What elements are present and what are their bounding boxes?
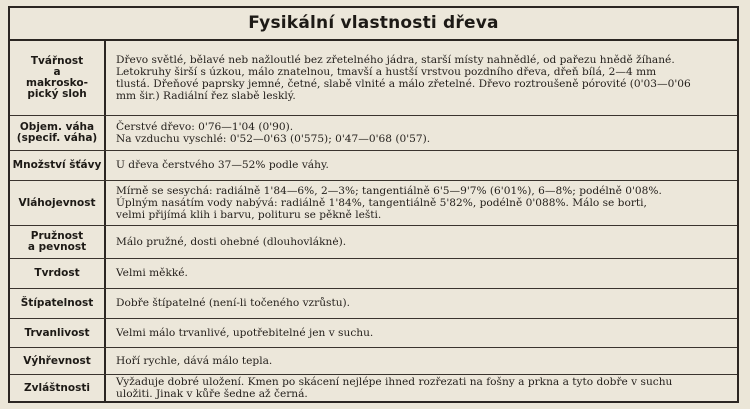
row-value bbox=[116, 289, 729, 318]
row-value bbox=[116, 348, 729, 374]
row-label: Výhřevnost bbox=[10, 348, 106, 374]
table-row bbox=[10, 348, 737, 375]
row-value bbox=[116, 375, 729, 401]
value-line: Velmi málo trvanlivé, upotřebitelné jen v suchu. bbox=[116, 326, 374, 339]
row-value bbox=[116, 41, 729, 115]
row-label: Pružnost a pevnost bbox=[10, 226, 106, 258]
table-row bbox=[10, 289, 737, 319]
value-line: mm šir.) Radiální řez slabě lesklý. bbox=[116, 90, 296, 103]
row-label: Tvářnost a makrosko- pický sloh bbox=[10, 41, 106, 115]
table-row bbox=[10, 41, 737, 116]
value-line: Čerstvé dřevo: 0'76—1'04 (0'90). bbox=[116, 120, 294, 133]
row-value bbox=[116, 226, 729, 258]
table-row bbox=[10, 116, 737, 151]
row-label: Vláhojevnost bbox=[10, 181, 106, 225]
row-label: Štípatelnost bbox=[10, 289, 106, 318]
row-value bbox=[116, 259, 729, 288]
table-title: Fysikální vlastnosti dřeva bbox=[10, 8, 737, 41]
row-label: Množství šťávy bbox=[10, 151, 106, 180]
row-label: Trvanlivost bbox=[10, 319, 106, 347]
wood-properties-table bbox=[8, 6, 739, 403]
value-line: tlustá. Dřeňové paprsky jemné, četné, slabě vlnité a málo zřetelné. Dřevo roztroušeně pórovité (0'03—0'06 bbox=[116, 78, 691, 90]
value-line: Hoří rychle, dává málo tepla. bbox=[116, 354, 273, 367]
value-line: velmi přijímá klih i barvu, polituru se pěkně lešti. bbox=[116, 209, 382, 222]
value-line: Vyžaduje dobré uložení. Kmen po skácení nejlépe ihned rozřezati na fošny a prkna a tyto dobře v suchu bbox=[116, 375, 673, 388]
value-line: Na vzduchu vyschlé: 0'52—0'63 (0'575); 0'47—0'68 (0'57). bbox=[116, 133, 431, 145]
table-row bbox=[10, 181, 737, 226]
row-value bbox=[116, 151, 729, 180]
value-line: Letokruhy širší s úzkou, málo znatelnou, tmavší a hustší vrstvou pozdního dřeva, dřeň bílá, 2—4 mm bbox=[116, 65, 657, 78]
value-line: Dřevo světlé, bělavé neb nažloutlé bez zřetelného jádra, starší místy nahnědlé, od pařezu hnědě žíhané. bbox=[116, 53, 675, 66]
value-line: Velmi měkké. bbox=[116, 267, 188, 280]
table-row bbox=[10, 319, 737, 348]
table-row bbox=[10, 226, 737, 259]
value-line: Mírně se sesychá: radiálně 1'84—6%, 2—3%; tangentiálně 6'5—9'7% (6'01%), 6—8%; podélně 0'08%. bbox=[116, 184, 662, 197]
row-value bbox=[116, 116, 729, 150]
row-value bbox=[116, 181, 729, 225]
row-label: Objem. váha (specif. váha) bbox=[10, 116, 106, 150]
row-value bbox=[116, 319, 729, 347]
row-label: Zvláštnosti bbox=[10, 375, 106, 401]
table-row bbox=[10, 259, 737, 289]
value-line: Dobře štípatelné (není-li točeného vzrůstu). bbox=[116, 297, 351, 310]
table-row bbox=[10, 151, 737, 181]
value-line: Málo pružné, dosti ohebné (dlouhovláknė). bbox=[116, 235, 347, 248]
table-row bbox=[10, 375, 737, 401]
value-line: Úplným nasátím vody nabývá: radiálně 1'84%, tangentiálně 5'82%, podélně 0'088%. Málo se borti, bbox=[116, 196, 647, 209]
row-label: Tvrdost bbox=[10, 259, 106, 288]
value-line: uložiti. Jinak v kůře šedne až černá. bbox=[116, 388, 308, 400]
value-line: U dřeva čerstvého 37—52% podle váhy. bbox=[116, 159, 329, 172]
